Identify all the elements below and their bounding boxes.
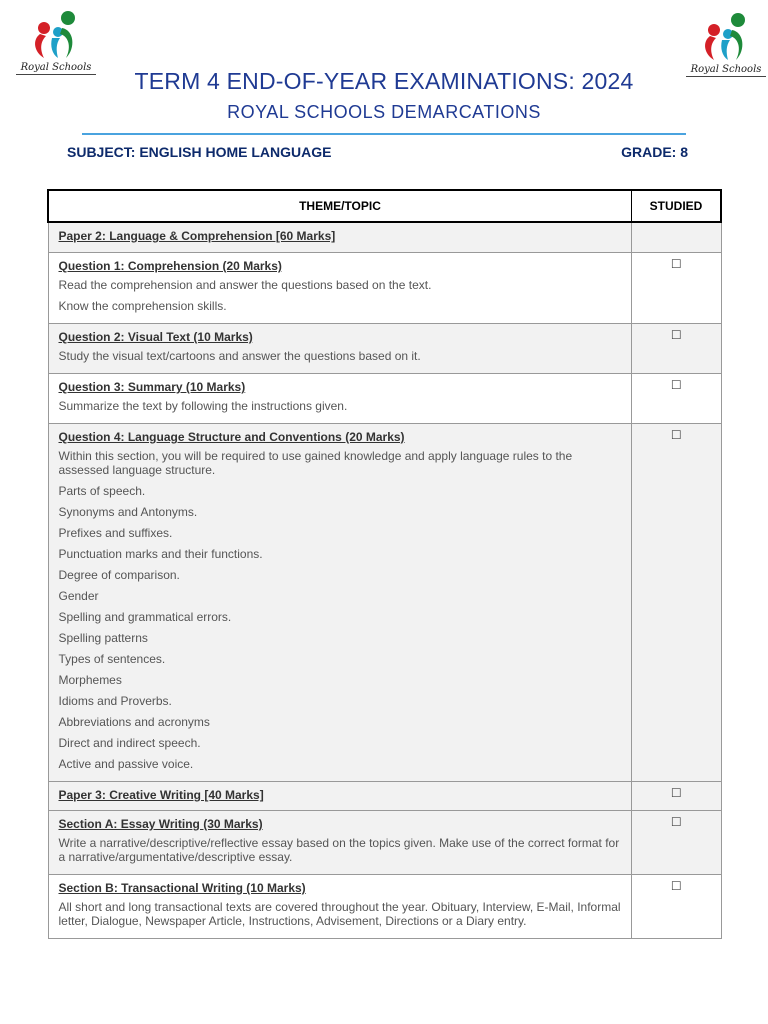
table-row-section-b: [48, 875, 721, 939]
section-b-line: All short and long transactional texts are covered throughout the year. Obituary, Interview, E-Mail, Informal letter, Dialogue, Newspaper Article, Instructions, Advisement, Directions or a Diary entry.: [58, 900, 621, 928]
table-row-paper2: [48, 222, 721, 253]
topic-cell: [48, 424, 632, 782]
topic-cell: [48, 253, 632, 324]
logo-name: Royal Schools: [686, 64, 766, 77]
header-divider: [82, 133, 686, 135]
table-row-paper3: [48, 782, 721, 811]
topic-cell: [48, 811, 632, 875]
q2-studied-checkbox[interactable]: ☐: [670, 328, 682, 342]
q4-line: Prefixes and suffixes.: [58, 526, 173, 540]
logo-figures-icon: [686, 10, 766, 64]
table-row-q2: [48, 324, 721, 374]
studied-header: STUDIED: [632, 190, 722, 222]
q4-line: Degree of comparison.: [58, 568, 180, 582]
section-b-heading: Section B: Transactional Writing (10 Marks): [58, 881, 306, 895]
q3-studied-checkbox[interactable]: ☐: [670, 378, 682, 392]
q4-line: Morphemes: [58, 673, 122, 687]
q3-heading: Question 3: Summary (10 Marks): [58, 380, 246, 394]
studied-cell: [632, 782, 722, 811]
page-subtitle: ROYAL SCHOOLS DEMARCATIONS: [227, 102, 541, 122]
q2-line: Study the visual text/cartoons and answer the questions based on it.: [58, 349, 421, 363]
q1-line: Read the comprehension and answer the questions based on the text.: [58, 278, 432, 292]
paper2-heading: Paper 2: Language & Comprehension [60 Marks]: [58, 229, 336, 243]
paper3-studied-checkbox[interactable]: ☐: [670, 786, 682, 800]
subject-label: SUBJECT: ENGLISH HOME LANGUAGE: [67, 144, 332, 160]
q1-heading: Question 1: Comprehension (20 Marks): [58, 259, 282, 273]
paper3-heading: Paper 3: Creative Writing [40 Marks]: [58, 788, 264, 802]
studied-cell: [632, 374, 722, 424]
section-b-studied-checkbox[interactable]: ☐: [670, 879, 682, 893]
q2-heading: Question 2: Visual Text (10 Marks): [58, 330, 253, 344]
grade-label: GRADE: 8: [621, 144, 688, 160]
studied-cell-empty: [632, 222, 722, 253]
q4-line: Active and passive voice.: [58, 757, 194, 771]
q1-line: Know the comprehension skills.: [58, 299, 227, 313]
studied-cell: [632, 811, 722, 875]
table-row-q3: [48, 374, 721, 424]
logo-figures-icon: [16, 8, 96, 62]
page-title: TERM 4 END-OF-YEAR EXAMINATIONS: 2024: [134, 68, 634, 94]
section-a-studied-checkbox[interactable]: ☐: [670, 815, 682, 829]
topic-cell: [48, 374, 632, 424]
topic-cell: [48, 875, 632, 939]
q4-line: Abbreviations and acronyms: [58, 715, 210, 729]
topic-cell: [48, 222, 632, 253]
q4-studied-checkbox[interactable]: ☐: [670, 428, 682, 442]
section-a-line: Write a narrative/descriptive/reflective essay based on the topics given. Make use of the correct format for a narrative/argumentative/descriptive essay.: [58, 836, 620, 864]
studied-cell: [632, 875, 722, 939]
demarcation-table: [47, 189, 722, 939]
table-row-q4: [48, 424, 721, 782]
q4-line: Parts of speech.: [58, 484, 146, 498]
theme-topic-header: THEME/TOPIC: [48, 190, 632, 222]
q4-line: Synonyms and Antonyms.: [58, 505, 198, 519]
q3-line: Summarize the text by following the instructions given.: [58, 399, 348, 413]
q4-line: Direct and indirect speech.: [58, 736, 201, 750]
q1-studied-checkbox[interactable]: ☐: [670, 257, 682, 271]
table-row-section-a: [48, 811, 721, 875]
q4-line: Within this section, you will be required to use gained knowledge and apply language rules to the assessed language structure.: [58, 449, 573, 477]
studied-cell: [632, 253, 722, 324]
studied-cell: [632, 424, 722, 782]
q4-line: Idioms and Proverbs.: [58, 694, 172, 708]
topic-cell: [48, 782, 632, 811]
q4-line: Types of sentences.: [58, 652, 166, 666]
q4-line: Spelling and grammatical errors.: [58, 610, 232, 624]
table-row-q1: [48, 253, 721, 324]
q4-line: Punctuation marks and their functions.: [58, 547, 263, 561]
q4-line: Spelling patterns: [58, 631, 148, 645]
q4-heading: Question 4: Language Structure and Conventions (20 Marks): [58, 430, 405, 444]
logo-name: Royal Schools: [16, 62, 96, 75]
q4-line: Gender: [58, 589, 99, 603]
section-a-heading: Section A: Essay Writing (30 Marks): [58, 817, 263, 831]
topic-cell: [48, 324, 632, 374]
studied-cell: [632, 324, 722, 374]
table-header-row: [48, 190, 721, 222]
